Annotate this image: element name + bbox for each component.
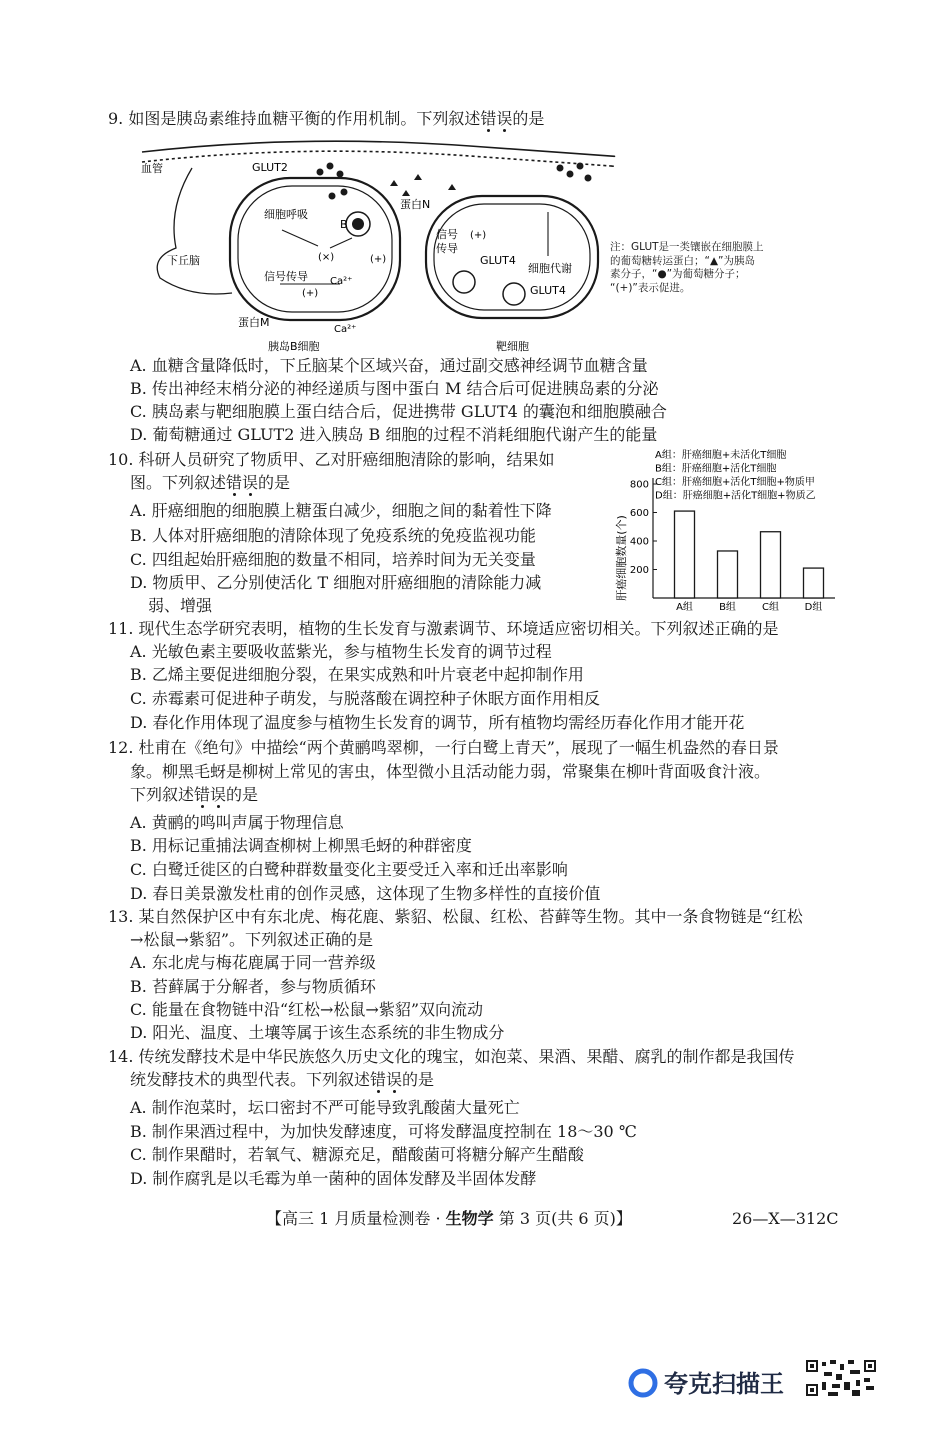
emphasis-char: 错 [480, 109, 497, 128]
vesicle-b [503, 283, 525, 305]
x-tick-label: B组 [719, 602, 736, 613]
q11-option-c: C. 赤霉素可促进种子萌发，与脱落酸在调控种子休眠方面作用相反 [130, 689, 600, 708]
q9-note [610, 241, 810, 295]
vesicle-a [453, 271, 475, 293]
q10-option-b: B. 人体对肝癌细胞的清除体现了免疫系统的免疫监视功能 [130, 526, 536, 545]
caption-target-cell: 靶细胞 [496, 340, 529, 353]
q10-option-a: A. 肝癌细胞的细胞膜上糖蛋白减少，细胞之间的黏着性下降 [130, 501, 552, 520]
y-tick-label: 400 [629, 536, 649, 548]
q10-option-d: D. 物质甲、乙分别使活化 T 细胞对肝癌细胞的清除能力减 [130, 573, 542, 592]
q12-stem-3 [130, 784, 258, 806]
q9-stem [108, 108, 544, 130]
qr-code-icon [804, 1358, 878, 1398]
label-signal-transduction: 信号传导 [264, 270, 308, 283]
label-glut4-b: GLUT4 [530, 284, 566, 297]
emphasis-char: 误 [386, 1070, 403, 1089]
label-plus-ca: (+) [302, 288, 319, 299]
label-signal-1: 信号 [436, 228, 458, 241]
label-glut4-a: GLUT4 [480, 254, 516, 267]
page-footer-code: 26—X—312C [732, 1209, 839, 1228]
blood-vessel-wall-bottom [142, 151, 615, 166]
q10-stem-2b: 的是 [258, 473, 291, 492]
q9-option-a: A. 血糖含量降低时，下丘脑某个区域兴奋，通过副交感神经调节血糖含量 [130, 356, 648, 375]
insulin-triangles [390, 174, 456, 196]
q12-stem-emphasis [194, 785, 226, 804]
q9-stem-end: 的是 [512, 109, 545, 128]
label-protein-m: 蛋白M [238, 316, 270, 329]
note-line-4: “(+)”表示促进。 [610, 281, 691, 294]
label-blood-vessel: 血管 [141, 162, 163, 175]
footer-subject: 生物学 [445, 1209, 494, 1228]
q12-stem-3b: 的是 [226, 785, 259, 804]
bar [804, 568, 824, 598]
q12-option-d: D. 春日美景激发杜甫的创作灵感，这体现了生物多样性的直接价值 [130, 884, 601, 903]
y-tick-label: 200 [629, 565, 649, 576]
page-footer-title [266, 1208, 632, 1230]
b-granule-core [352, 218, 364, 230]
legend-entry: C组：肝癌细胞+活化T细胞+物质甲 [655, 477, 815, 488]
legend-entry: B组：肝癌细胞+活化T细胞 [655, 463, 777, 475]
chart-legend [655, 448, 816, 502]
label-glut2: GLUT2 [252, 161, 288, 174]
q11-option-b: B. 乙烯主要促进细胞分裂，在果实成熟和叶片衰老中起抑制作用 [130, 665, 584, 684]
bar [675, 511, 695, 598]
emphasis-char: 误 [242, 473, 259, 492]
note-line-2: 的葡萄糖转运蛋白；“▲”为胰岛 [610, 254, 755, 267]
legend-entry: A组：肝癌细胞+未活化T细胞 [655, 450, 787, 461]
chart-xticks [676, 601, 822, 613]
q12-option-c: C. 白鹭迁徙区的白鹭种群数量变化主要受迁入率和迁出率影响 [130, 860, 568, 879]
q11-option-a: A. 光敏色素主要吸收蓝紫光，参与植物生长发育的调节过程 [130, 642, 552, 661]
label-cross: (×) [318, 252, 335, 263]
scanner-brand: 夸克扫描王 [664, 1370, 784, 1398]
scanner-logo-icon [628, 1368, 658, 1398]
footer-title-a: 【高三 1 月质量检测卷 · [266, 1209, 446, 1228]
label-hypothalamus: 下丘脑 [167, 254, 200, 267]
q14-stem-2a: 统发酵技术的典型代表。下列叙述 [130, 1070, 371, 1089]
q14-stem-2b: 的是 [402, 1070, 435, 1089]
bar [718, 551, 738, 598]
q14-stem-1: 14. 传统发酵技术是中华民族悠久历史文化的瑰宝，如泡菜、果酒、果醋、腐乳的制作都是我国传 [108, 1047, 795, 1066]
q10-stem-1: 10. 科研人员研究了物质甲、乙对肝癌细胞清除的影响，结果如 [108, 450, 555, 469]
emphasis-char: 错 [226, 473, 243, 492]
q14-option-c: C. 制作果醋时，若氧气、糖源充足，醋酸菌可将糖分解产生醋酸 [130, 1145, 584, 1164]
q11-option-d: D. 春化作用体现了温度参与植物生长发育的调节，所有植物均需经历春化作用才能开花 [130, 713, 745, 732]
q14-option-b: B. 制作果酒过程中，为加快发酵速度，可将发酵温度控制在 18～30 ℃ [130, 1122, 637, 1141]
bar [761, 532, 781, 598]
y-tick-label: 600 [629, 508, 649, 519]
q13-option-d: D. 阳光、温度、土壤等属于该生态系统的非生物成分 [130, 1023, 505, 1042]
q10-stem-2a: 图。下列叙述 [130, 473, 227, 492]
q14-stem-emphasis [370, 1070, 402, 1089]
q13-stem-1: 13. 某自然保护区中有东北虎、梅花鹿、紫貂、松鼠、红松、苔藓等生物。其中一条食物链是“红松 [108, 907, 803, 926]
q14-option-d: D. 制作腐乳是以毛霉为单一菌种的固体发酵及半固体发酵 [130, 1169, 537, 1188]
q9-option-b: B. 传出神经末梢分泌的神经递质与图中蛋白 M 结合后可促进胰岛素的分泌 [130, 379, 659, 398]
q14-stem-2 [130, 1069, 434, 1091]
q10-bar-chart [605, 446, 845, 616]
q13-stem-2: →松鼠→紫貂”。下列叙述正确的是 [130, 930, 373, 949]
label-ca-out: Ca²⁺ [334, 324, 357, 335]
q13-option-b: B. 苔藓属于分解者，参与物质循环 [130, 977, 376, 996]
q10-stem-2 [130, 472, 290, 494]
label-cell-respiration: 细胞呼吸 [264, 208, 308, 221]
label-signal-2: 传导 [436, 242, 458, 255]
emphasis-char: 错 [194, 785, 211, 804]
label-b: B [340, 218, 348, 231]
q12-option-b: B. 用标记重捕法调查柳树上柳黑毛蚜的种群密度 [130, 836, 472, 855]
q10-stem-emphasis [226, 473, 258, 492]
emphasis-char: 错 [370, 1070, 387, 1089]
note-line-1: 注：GLUT是一类镶嵌在细胞膜上 [610, 241, 764, 253]
blood-vessel-wall-top [142, 141, 615, 156]
x-tick-label: A组 [676, 602, 693, 613]
caption-islet-cell: 胰岛B细胞 [268, 340, 320, 353]
label-plus-b: (+) [370, 254, 387, 265]
label-protein-n: 蛋白N [400, 198, 431, 211]
q10-option-d-cont: 弱、增强 [148, 596, 213, 615]
chart-bars [675, 511, 824, 598]
y-tick-label: 800 [629, 479, 649, 491]
q11-stem: 11. 现代生态学研究表明，植物的生长发育与激素调节、环境适应密切相关。下列叙述正确的是 [108, 619, 779, 638]
q9-stem-text: 9. 如图是胰岛素维持血糖平衡的作用机制。下列叙述 [108, 109, 481, 128]
q12-stem-1: 12. 杜甫在《绝句》中描绘“两个黄鹂鸣翠柳，一行白鹭上青天”，展现了一幅生机盎然的春日景 [108, 738, 779, 757]
q12-option-a: A. 黄鹂的鸣叫声属于物理信息 [130, 813, 344, 832]
label-plus-target: (+) [470, 230, 487, 241]
x-tick-label: C组 [762, 602, 779, 613]
emphasis-char: 误 [210, 785, 227, 804]
nerve-path [157, 168, 232, 294]
q13-option-c: C. 能量在食物链中沿“红松→松鼠→紫貂”双向流动 [130, 1000, 484, 1019]
q12-stem-3a: 下列叙述 [130, 785, 195, 804]
q9-stem-emphasis [480, 109, 512, 128]
q9-option-c: C. 胰岛素与靶细胞膜上蛋白结合后，促进携带 GLUT4 的囊泡和细胞膜融合 [130, 402, 667, 421]
chart-ylabel: 肝癌细胞数量(个) [615, 515, 628, 601]
x-tick-label: D组 [804, 602, 823, 613]
footer-page: 第 3 页(共 6 页)】 [493, 1209, 632, 1228]
q12-stem-2: 象。柳黑毛蚜是柳树上常见的害虫，体型微小且活动能力弱，常聚集在柳叶背面吸食汁液。 [130, 762, 771, 781]
q13-option-a: A. 东北虎与梅花鹿属于同一营养级 [130, 953, 376, 972]
label-cell-metabolism: 细胞代谢 [528, 262, 572, 275]
emphasis-char: 误 [496, 109, 513, 128]
legend-entry: D组：肝癌细胞+活化T细胞+物质乙 [655, 490, 816, 502]
q10-option-c: C. 四组起始肝癌细胞的数量不相同，培养时间为无关变量 [130, 550, 536, 569]
q9-option-d: D. 葡萄糖通过 GLUT2 进入胰岛 B 细胞的过程不消耗细胞代谢产生的能量 [130, 425, 658, 444]
note-line-3: 素分子，“●”为葡萄糖分子； [610, 268, 746, 280]
q14-option-a: A. 制作泡菜时，坛口密封不严可能导致乳酸菌大量死亡 [130, 1098, 520, 1117]
label-ca-in: Ca²⁺ [330, 276, 353, 287]
